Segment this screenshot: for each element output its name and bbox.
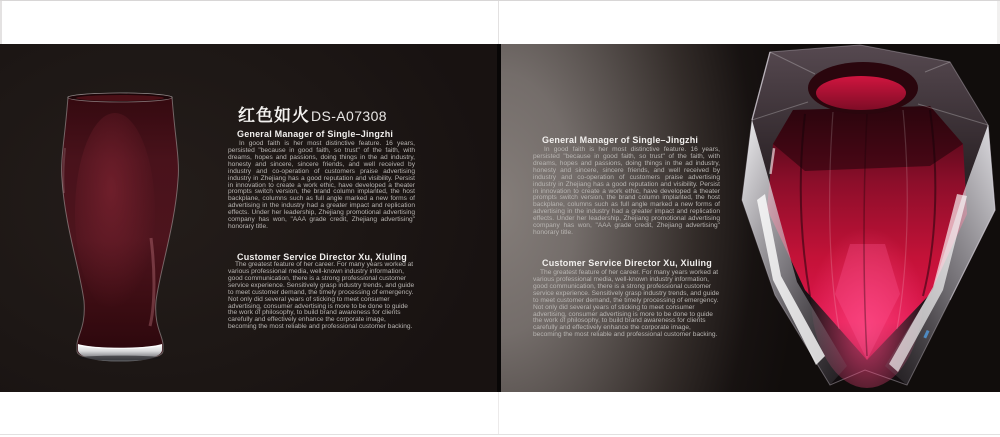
top-margin-band bbox=[0, 0, 1000, 44]
top-page-divider-line bbox=[498, 1, 499, 45]
product-code: DS-A07308 bbox=[311, 108, 387, 124]
left-edge-line bbox=[0, 1, 2, 45]
left-section1-heading: General Manager of Single–Jingzhi bbox=[237, 129, 394, 139]
spread-body bbox=[0, 44, 1000, 392]
left-section1-body: In good faith is her most distinctive feature. 16 years, persisted "because in good faith, so trust" of the faith, with dreams, hopes and passions, doing things in the ad industry, honesty and sincere, sincere friends, and well received by industry and co-operation of customers praise advertising industry in Zhejiang has a good reputation and visibility. Persist in innovation to create a work ethic, have developed a theater prompts switch version, the brand column implanted, the host backplane, columns such as full angle marked a new forms of advertising in the industry had a greater impact and replication effects. Under her leadership, Zhejiang promotional advertising company has won, "AAA grade credit, Zhejiang advertising" honorary title. bbox=[228, 140, 415, 231]
right-section1-body: In good faith is her most distinctive feature. 16 years, persisted "because in good faith, so trust" of the faith, with dreams, hopes and passions, doing things in the ad industry, honesty and sincere, sincere friends, and well received by industry and co-operation of customers praise advertising industry in Zhejiang has a good reputation and visibility. Persist in innovation to create a work ethic, have developed a theater prompts switch version, the brand column implanted, the host backplane, columns such as full angle marked a new forms of advertising in the industry had a greater impact and replication effects. Under her leadership, Zhejiang promotional advertising company has won, "AAA grade credit, Zhejiang advertising" honorary title. bbox=[533, 146, 720, 237]
left-section2-body: The greatest feature of her career. For many years worked at various professional media, well-known industry information, good communication, there is a strong professional customer service experience. Sensitively grasp industry trends, and guide to meet customer demand, the timely processing of emergency. Not only did several years of sticking to meet consumer advertising, consumer advertising is more to be done to guide the work of philosophy, to build brand awareness for clients carefully and effectively enhance the corporate image, becoming the most reliable and professional customer backing. bbox=[228, 261, 415, 331]
left-vase-image bbox=[55, 88, 185, 365]
product-title bbox=[238, 101, 387, 126]
right-section2-body: The greatest feature of her career. For many years worked at various professional media, well-known industry information, good communication, there is a strong professional customer service experience. Sensitively grasp industry trends, and guide to meet customer demand, the timely processing of emergency. Not only did several years of sticking to meet consumer advertising, consumer advertising is more to be done to guide the work of philosophy, to build brand awareness for clients carefully and effectively enhance the corporate image, becoming the most reliable and professional customer backing. bbox=[533, 269, 720, 339]
bottom-page-divider-line bbox=[498, 392, 499, 434]
product-title-cn: 红色如火 bbox=[238, 106, 310, 125]
left-section2-heading: Customer Service Director Xu, Xiuling bbox=[237, 252, 407, 262]
right-section2-heading: Customer Service Director Xu, Xiuling bbox=[542, 258, 712, 268]
right-section1-heading: General Manager of Single–Jingzhi bbox=[542, 135, 699, 145]
bottom-margin-band bbox=[0, 392, 1000, 437]
bottom-rule-line bbox=[0, 434, 1000, 435]
right-vase-image bbox=[735, 44, 997, 392]
